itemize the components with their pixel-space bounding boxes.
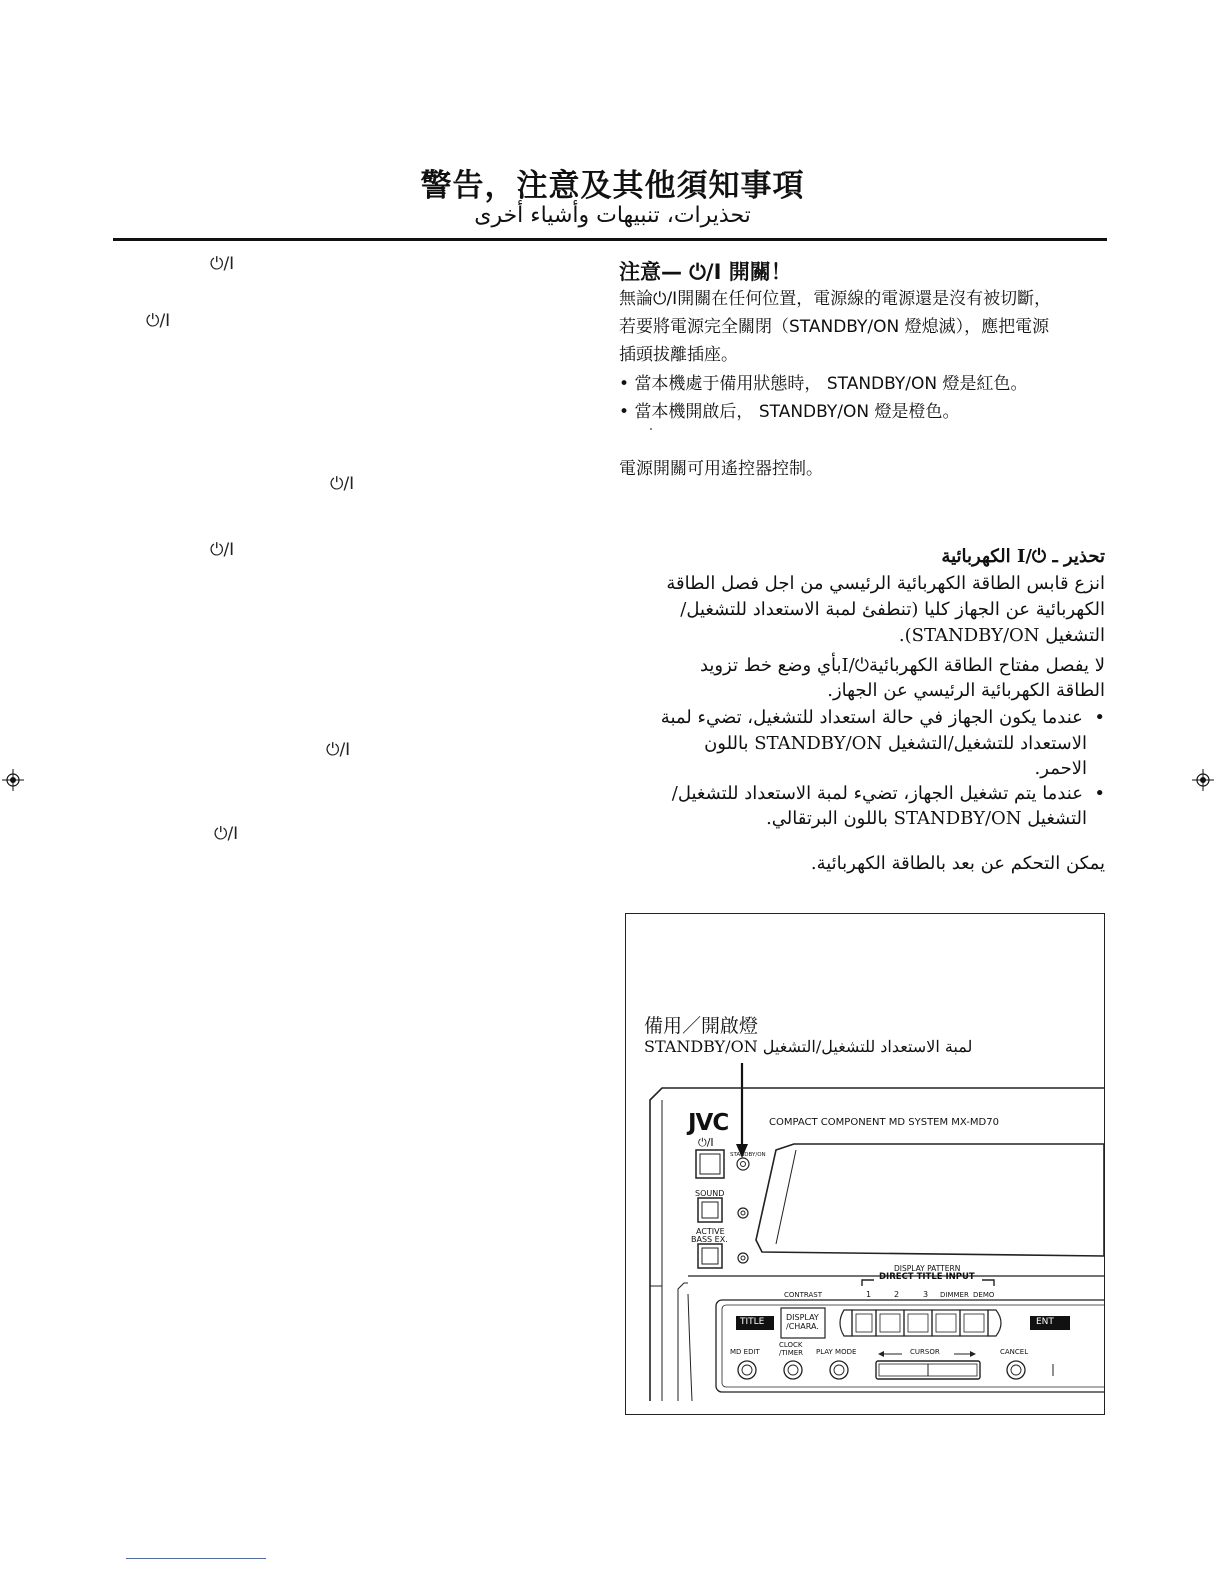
registration-mark-icon — [1192, 769, 1214, 791]
standby-label: STANDBY/ON — [730, 1152, 766, 1158]
power-symbol: ⏻/I — [210, 540, 235, 560]
arabic-line: انزع قابس الطاقة الكهربائية الرئيسي من اجل فصل الطاقة — [666, 573, 1105, 594]
demo-label: DEMO — [973, 1291, 995, 1299]
bullet-dot: • — [1082, 783, 1105, 804]
display-chara-label: DISPLAY — [786, 1313, 819, 1322]
power-symbol: ⏻/I — [214, 824, 239, 844]
arabic-heading: تحذير ـ ⏻/I الكهربائية — [941, 546, 1105, 567]
arabic-line: الاستعداد للتشغيل/التشغيل STANDBY/ON باللون — [704, 733, 1087, 754]
figure-label-arabic: لمبة الاستعداد للتشغيل/التشغيل STANDBY/ON — [644, 1037, 973, 1056]
bullet-dot: • — [1082, 707, 1105, 728]
bass-indicator-icon — [738, 1253, 748, 1263]
chinese-bullet: • 當本機開啟后， STANDBY/ON 燈是橙色。 — [619, 402, 960, 422]
chinese-heading: 注意— ⏻/I 開關！ — [619, 260, 792, 284]
arabic-line: الكهربائية عن الجهاز كليا (تنطفئ لمبة الاستعداد للتشغيل/ — [680, 599, 1105, 620]
power-symbol: ⏻/I — [210, 254, 235, 274]
title-rule — [113, 238, 1107, 241]
sound-label: SOUND — [695, 1189, 725, 1198]
direct-title-input-label: DIRECT TITLE INPUT — [879, 1272, 975, 1282]
chinese-bullet-text: 當本機開啟后， STANDBY/ON 燈是橙色。 — [634, 402, 960, 422]
registration-mark-icon — [2, 769, 24, 791]
chinese-line: 若要將電源完全關閉（STANDBY/ON 燈熄滅），應把電源 — [619, 317, 1050, 337]
arabic-note: يمكن التحكم عن بعد بالطاقة الكهربائية. — [810, 853, 1105, 874]
md-edit-label: MD EDIT — [730, 1348, 760, 1356]
device-figure — [625, 913, 1105, 1415]
jvc-logo: JVC — [688, 1110, 729, 1136]
active-bass-label: BASS EX. — [691, 1235, 728, 1244]
model-name: COMPACT COMPONENT MD SYSTEM MX-MD70 — [769, 1117, 999, 1128]
arabic-bullet-text: عندما يتم تشغيل الجهاز، تضيء لمبة الاستعداد للتشغيل/ — [671, 783, 1083, 804]
power-symbol: ⏻/I — [330, 474, 355, 494]
chinese-line: 插頭拔離插座。 — [619, 345, 738, 365]
clock-timer-label: CLOCK — [779, 1341, 803, 1349]
power-symbol: ⏻/I — [326, 740, 351, 760]
pattern-1-label: 1 — [866, 1290, 872, 1299]
cancel-label: CANCEL — [1000, 1348, 1029, 1356]
arabic-line: لا يفصل مفتاح الطاقة الكهربائية⏻/Iبأي وضع خط تزويد — [699, 655, 1105, 676]
power-symbol: ⏻/I — [698, 1136, 714, 1149]
arabic-bullet-text: عندما يكون الجهاز في حالة استعداد للتشغيل، تضيء لمبة — [660, 707, 1083, 728]
front-panel-illustration — [626, 914, 1104, 1414]
arabic-bullet — [619, 780, 1105, 807]
play-mode-label: PLAY MODE — [816, 1348, 857, 1356]
play-mode-button[interactable] — [830, 1361, 848, 1379]
page-title: 警告，注意及其他須知事項 — [420, 168, 805, 204]
enter-button-label: ENT — [1036, 1317, 1054, 1327]
md-edit-button[interactable] — [738, 1361, 756, 1379]
display-window — [756, 1144, 1104, 1256]
cursor-label: CURSOR — [910, 1348, 940, 1356]
pattern-3-label: 3 — [923, 1290, 929, 1299]
display-pattern-label: DISPLAY PATTERN — [894, 1264, 961, 1273]
chinese-bullet: • 當本機處于備用狀態時， STANDBY/ON 燈是紅色。 — [619, 374, 1028, 394]
speck — [650, 428, 652, 430]
display-chara-label: /CHARA. — [786, 1322, 819, 1331]
arabic-line: الاحمر. — [1034, 758, 1087, 779]
pattern-2-label: 2 — [894, 1290, 900, 1299]
chinese-note: 電源開關可用遙控器控制。 — [619, 459, 823, 479]
title-button-label: TITLE — [740, 1317, 765, 1327]
contrast-label: CONTRAST — [784, 1291, 822, 1299]
footer-rule — [126, 1558, 266, 1559]
clock-timer-label: /TIMER — [779, 1349, 804, 1357]
page-title-arabic: تحذيرات، تنبيهات وأشياء أخرى — [474, 203, 751, 228]
power-symbol: ⏻/I — [146, 311, 171, 331]
active-bass-label: ACTIVE — [696, 1227, 725, 1236]
arabic-line: التشغيل STANDBY/ON). — [898, 625, 1105, 646]
chinese-bullet-text: 當本機處于備用狀態時， STANDBY/ON 燈是紅色。 — [634, 374, 1028, 394]
dimmer-label: DIMMER — [940, 1291, 969, 1299]
standby-indicator-icon — [737, 1158, 749, 1170]
sound-indicator-icon — [738, 1208, 748, 1218]
figure-label-chinese: 備用／開啟燈 — [644, 1015, 759, 1037]
arabic-line: التشغيل STANDBY/ON باللون البرتقالي. — [766, 808, 1087, 829]
arabic-line: الطاقة الكهربائية الرئيسي عن الجهاز. — [827, 680, 1105, 701]
cancel-button[interactable] — [1007, 1361, 1025, 1379]
arabic-bullet — [619, 704, 1105, 731]
clock-timer-button[interactable] — [784, 1361, 802, 1379]
chinese-line: 無論⏻/I開關在任何位置，電源線的電源還是沒有被切斷， — [619, 289, 1052, 309]
